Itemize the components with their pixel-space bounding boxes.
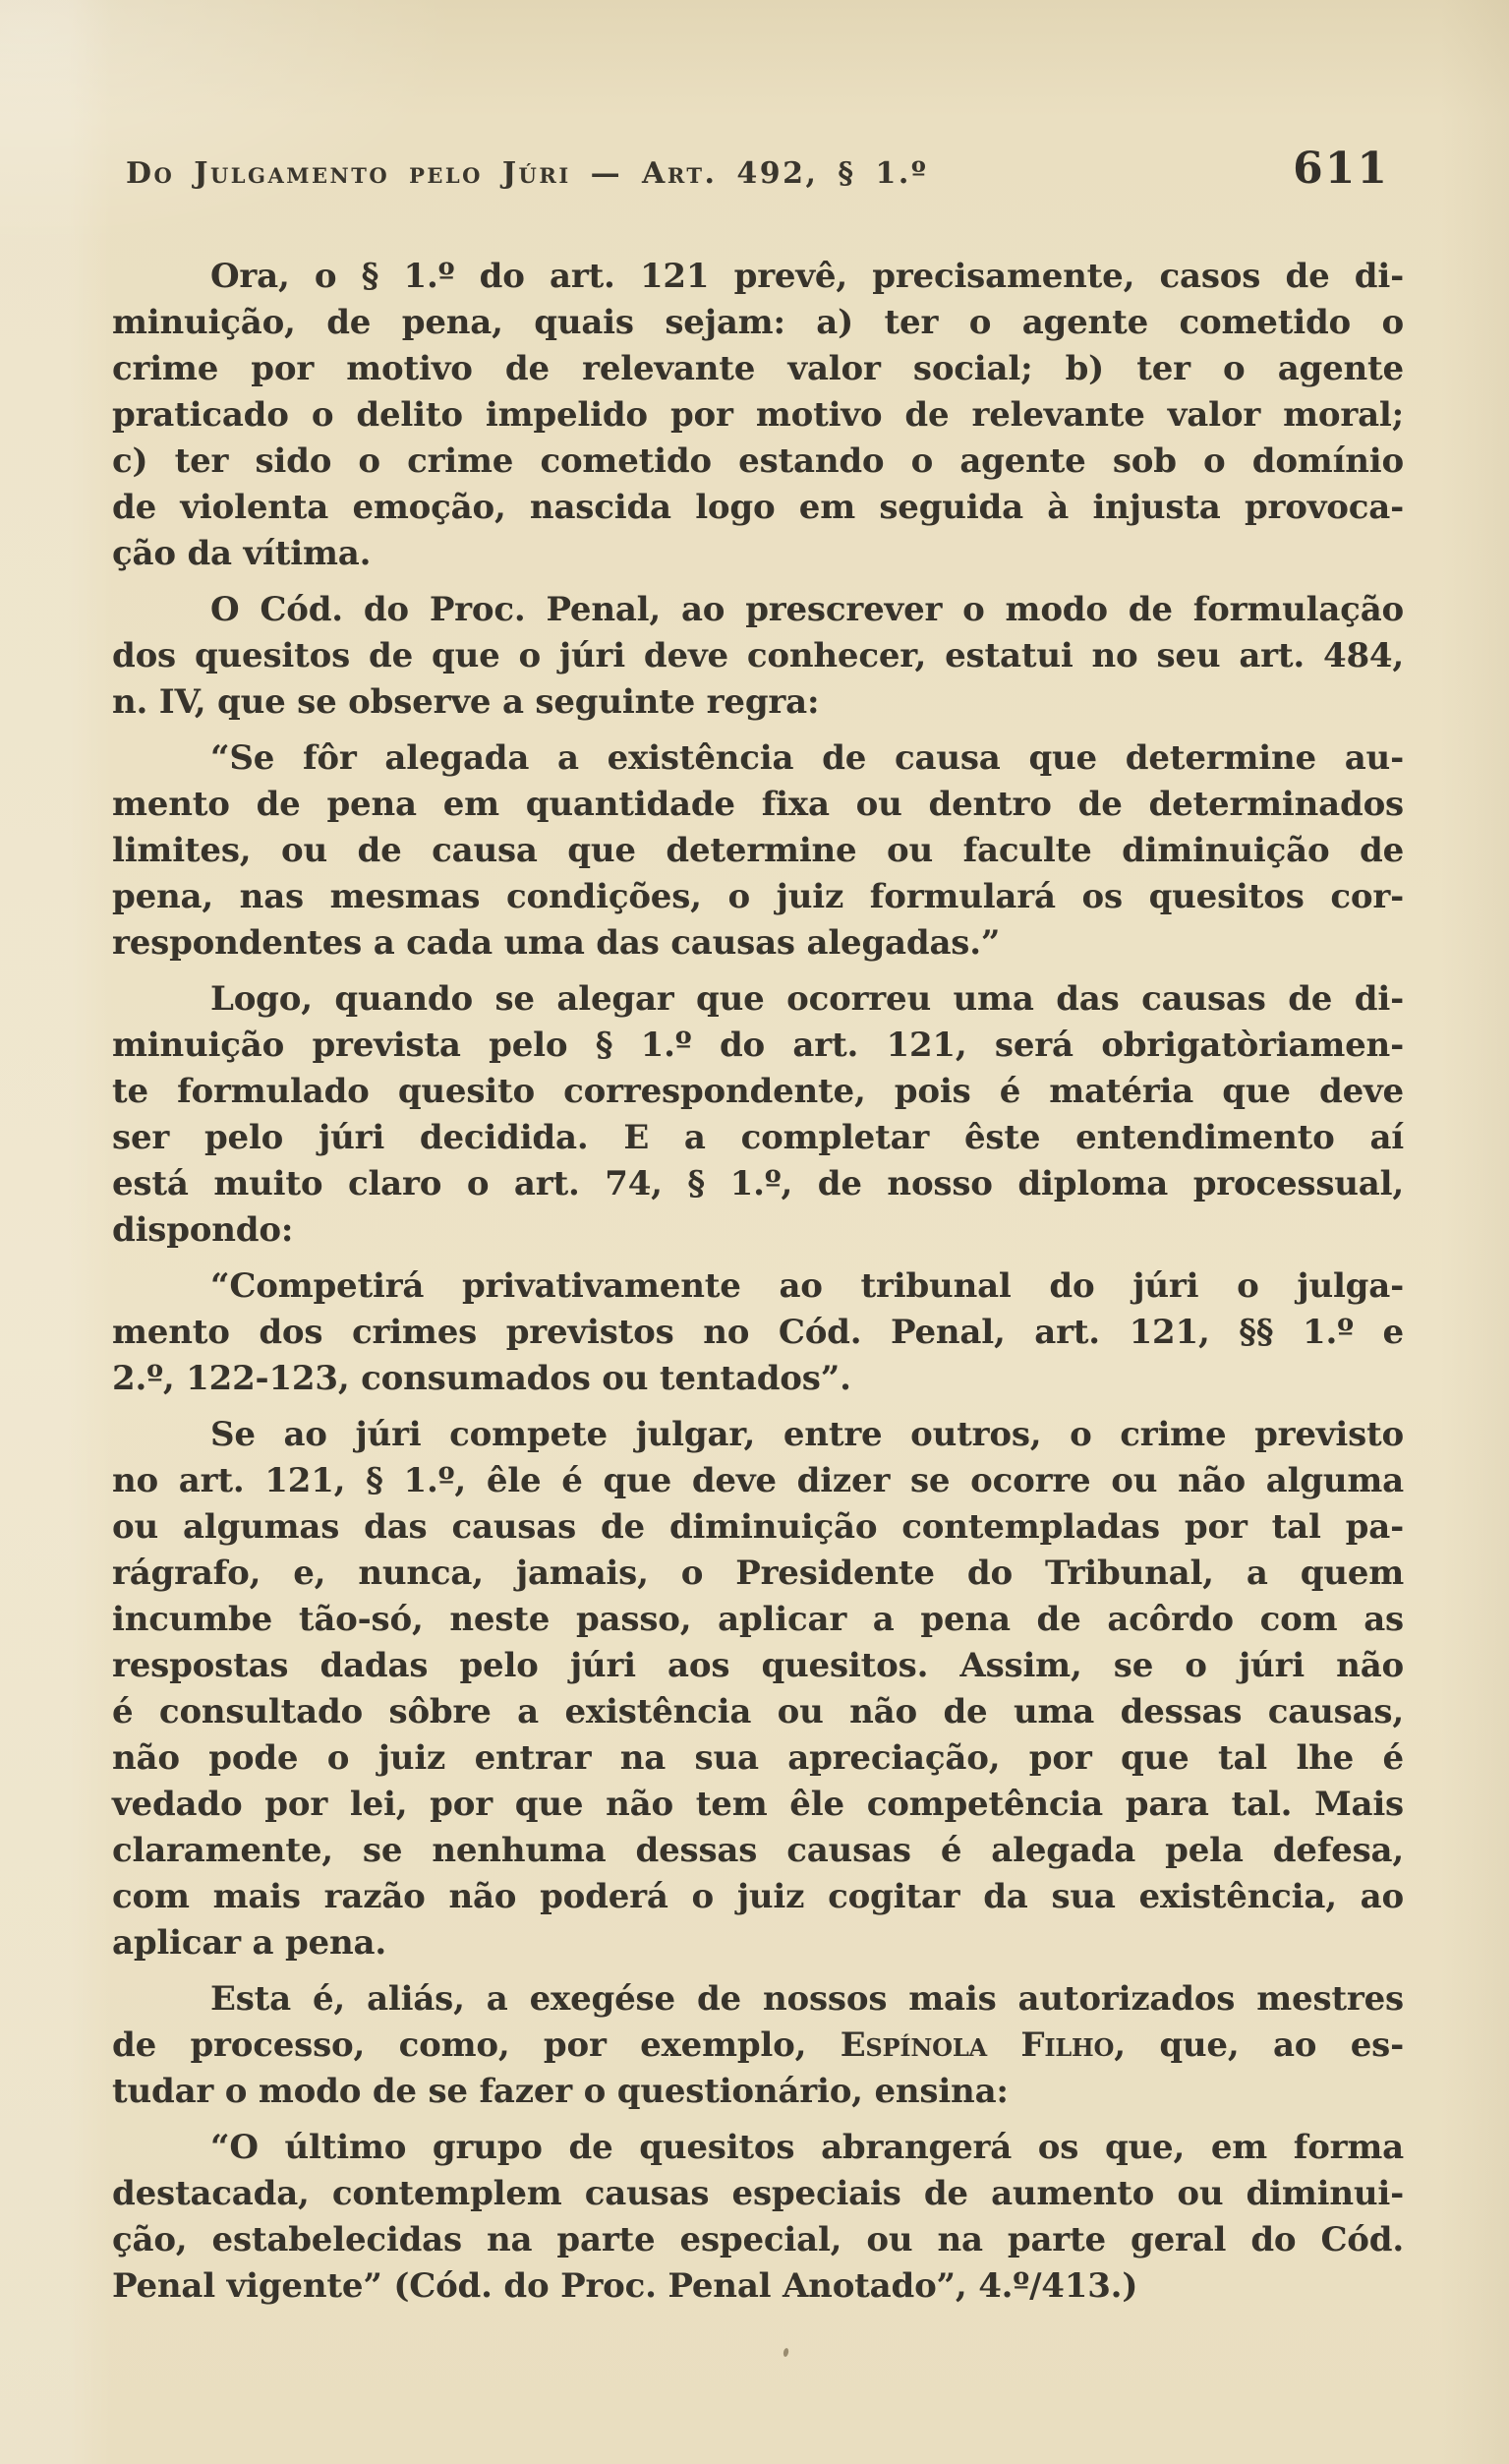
text-block bbox=[112, 254, 1404, 2310]
text-line: respondentes a cada uma das causas alegadas.” bbox=[112, 923, 1001, 963]
paragraph bbox=[112, 254, 1404, 577]
text-line: aplicar a pena. bbox=[112, 1923, 386, 1963]
text-line: vedado por lei, por que não tem êle competência para tal. Mais bbox=[112, 1785, 1404, 1824]
text-line: é consultado sôbre a existência ou não de uma dessas causas, bbox=[112, 1692, 1404, 1731]
text-line: dispondo: bbox=[112, 1210, 294, 1250]
paragraph bbox=[112, 2125, 1404, 2310]
text-line: Logo, quando se alegar que ocorreu uma das causas de di- bbox=[210, 979, 1404, 1019]
text-line: tudar o modo de se fazer o questionário, ensina: bbox=[112, 2072, 1009, 2111]
paragraph bbox=[112, 1412, 1404, 1966]
text-line: “O último grupo de quesitos abrangerá os que, em forma bbox=[210, 2128, 1404, 2167]
text-line: ção da vítima. bbox=[112, 534, 372, 573]
paragraph bbox=[112, 735, 1404, 967]
page-number: 611 bbox=[1293, 144, 1389, 194]
text-line: claramente, se nenhuma dessas causas é alegada pela defesa, bbox=[112, 1831, 1404, 1870]
running-header bbox=[126, 144, 1389, 194]
text-line: respostas dadas pelo júri aos quesitos. Assim, se o júri não bbox=[112, 1646, 1404, 1685]
paragraph bbox=[112, 587, 1404, 726]
text-line: com mais razão não poderá o juiz cogitar da sua existência, ao bbox=[112, 1877, 1404, 1916]
text-line: ser pelo júri decidida. E a completar êste entendimento aí bbox=[112, 1118, 1404, 1157]
text-line: Penal vigente” (Cód. do Proc. Penal Anotado”, 4.º/413.) bbox=[112, 2266, 1138, 2306]
text-line: incumbe tão-só, neste passo, aplicar a pena de acôrdo com as bbox=[112, 1600, 1404, 1639]
text-line: minuição prevista pelo § 1.º do art. 121, será obrigatòriamen- bbox=[112, 1026, 1404, 1065]
paragraph bbox=[112, 976, 1404, 1254]
text-line: ção, estabelecidas na parte especial, ou na parte geral do Cód. bbox=[112, 2220, 1404, 2259]
text-line: no art. 121, § 1.º, êle é que deve dizer se ocorre ou não alguma bbox=[112, 1461, 1404, 1500]
text-line: mento de pena em quantidade fixa ou dentro de determinados bbox=[112, 785, 1404, 824]
text-line bbox=[112, 2023, 1404, 2069]
text-line: 2.º, 122-123, consumados ou tentados”. bbox=[112, 1359, 851, 1398]
text-line: de violenta emoção, nascida logo em seguida à injusta provoca- bbox=[112, 488, 1404, 527]
text-line: mento dos crimes previstos no Cód. Penal, art. 121, §§ 1.º e bbox=[112, 1313, 1404, 1352]
text-line: O Cód. do Proc. Penal, ao prescrever o modo de formulação bbox=[210, 590, 1404, 629]
text-line: “Se fôr alegada a existência de causa que determine au- bbox=[210, 738, 1404, 778]
text-line: “Competirá privativamente ao tribunal do júri o julga- bbox=[210, 1266, 1404, 1306]
text-line: n. IV, que se observe a seguinte regra: bbox=[112, 682, 820, 722]
text-line: Se ao júri compete julgar, entre outros, o crime previsto bbox=[210, 1415, 1404, 1454]
text-line: está muito claro o art. 74, § 1.º, de nosso diploma processual, bbox=[112, 1164, 1404, 1203]
text-line: Ora, o § 1.º do art. 121 prevê, precisamente, casos de di- bbox=[210, 257, 1404, 296]
text-line: crime por motivo de relevante valor social; b) ter o agente bbox=[112, 349, 1404, 388]
text-line: rágrafo, e, nunca, jamais, o Presidente do Tribunal, a quem bbox=[112, 1554, 1404, 1593]
text-line: pena, nas mesmas condições, o juiz formulará os quesitos cor- bbox=[112, 877, 1404, 916]
paragraph bbox=[112, 1263, 1404, 1402]
text-line: não pode o juiz entrar na sua apreciação, por que tal lhe é bbox=[112, 1738, 1404, 1778]
ink-speck bbox=[783, 2348, 789, 2358]
text-line: minuição, de pena, quais sejam: a) ter o agente cometido o bbox=[112, 303, 1404, 342]
text-fragment: de processo, como, por exemplo, bbox=[112, 2025, 841, 2065]
text-line: destacada, contemplem causas especiais de aumento ou diminui- bbox=[112, 2174, 1404, 2213]
text-line: dos quesitos de que o júri deve conhecer, estatui no seu art. 484, bbox=[112, 636, 1404, 675]
text-line: Esta é, aliás, a exegése de nossos mais autorizados mestres bbox=[210, 1979, 1404, 2019]
text-line: te formulado quesito correspondente, pois é matéria que deve bbox=[112, 1072, 1404, 1111]
text-line: c) ter sido o crime cometido estando o agente sob o domínio bbox=[112, 441, 1404, 481]
paragraph bbox=[112, 1976, 1404, 2115]
running-title: Do Julgamento pelo Júri — Art. 492, § 1.º bbox=[126, 156, 929, 191]
author-name-smallcaps: Espínola Filho bbox=[840, 2025, 1115, 2065]
text-line: ou algumas das causas de diminuição contempladas por tal pa- bbox=[112, 1507, 1404, 1547]
text-line: praticado o delito impelido por motivo de relevante valor moral; bbox=[112, 395, 1404, 435]
text-line: limites, ou de causa que determine ou faculte diminuição de bbox=[112, 831, 1404, 870]
text-fragment: , que, ao es- bbox=[1114, 2025, 1404, 2065]
